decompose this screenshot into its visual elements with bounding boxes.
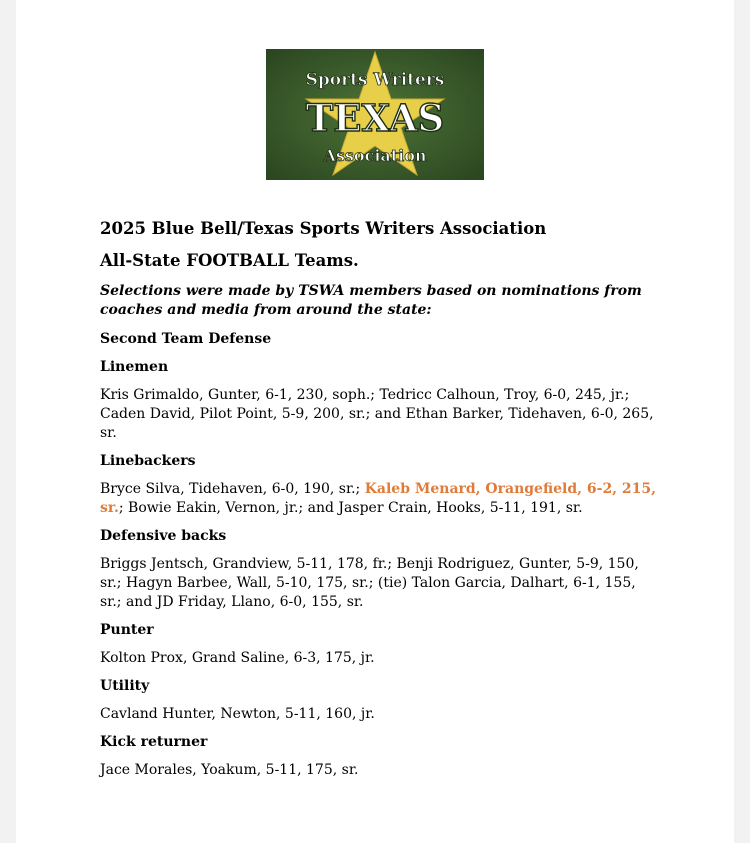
article-body bbox=[100, 218, 660, 789]
document-page bbox=[16, 0, 734, 843]
linebackers-text-before: Bryce Silva, Tidehaven, 6-0, 190, sr.; bbox=[100, 481, 365, 497]
linebackers-text-after: ; Bowie Eakin, Vernon, jr.; and Jasper Crain, Hooks, 5-11, 191, sr. bbox=[118, 500, 583, 516]
utility-list: Cavland Hunter, Newton, 5-11, 160, jr. bbox=[100, 706, 375, 722]
highlighted-player: Kaleb Menard, Orangefield, 6-2, 215, sr. bbox=[100, 481, 657, 516]
logo-text-sports-writers: Sports Writers bbox=[305, 70, 445, 90]
linebackers-list bbox=[100, 480, 660, 518]
title-line-1: 2025 Blue Bell/Texas Sports Writers Association bbox=[100, 219, 547, 238]
title-line-2: All-State FOOTBALL Teams. bbox=[100, 251, 359, 270]
utility-heading: Utility bbox=[100, 678, 150, 694]
kick-returner-heading: Kick returner bbox=[100, 734, 208, 750]
linemen-heading: Linemen bbox=[100, 359, 169, 375]
punter-list: Kolton Prox, Grand Saline, 6-3, 175, jr. bbox=[100, 650, 375, 666]
punter-heading: Punter bbox=[100, 622, 154, 638]
defensive-backs-heading: Defensive backs bbox=[100, 528, 227, 544]
kick-returner-list: Jace Morales, Yoakum, 5-11, 175, sr. bbox=[100, 762, 359, 778]
linemen-list: Kris Grimaldo, Gunter, 6-1, 230, soph.; Tedricc Calhoun, Troy, 6-0, 245, jr.; Caden David, Pilot Point, 5-9, 200, sr.; and Ethan Barker, Tidehaven, 6-0, 265, sr. bbox=[100, 387, 654, 441]
intro-text: Selections were made by TSWA members based on nominations from coaches and media from around the state: bbox=[100, 283, 642, 318]
logo-text-texas: TEXAS bbox=[305, 96, 445, 140]
tswa-logo bbox=[266, 49, 484, 180]
team-heading: Second Team Defense bbox=[100, 331, 272, 347]
linebackers-heading: Linebackers bbox=[100, 453, 196, 469]
defensive-backs-list: Briggs Jentsch, Grandview, 5-11, 178, fr.; Benji Rodriguez, Gunter, 5-9, 150, sr.; Hagyn Barbee, Wall, 5-10, 175, sr.; (tie) Talon Garcia, Dalhart, 6-1, 155, sr.; and JD Friday, Llano, 6-0, 155, sr. bbox=[100, 556, 639, 610]
logo-text-association: Association bbox=[323, 146, 427, 165]
